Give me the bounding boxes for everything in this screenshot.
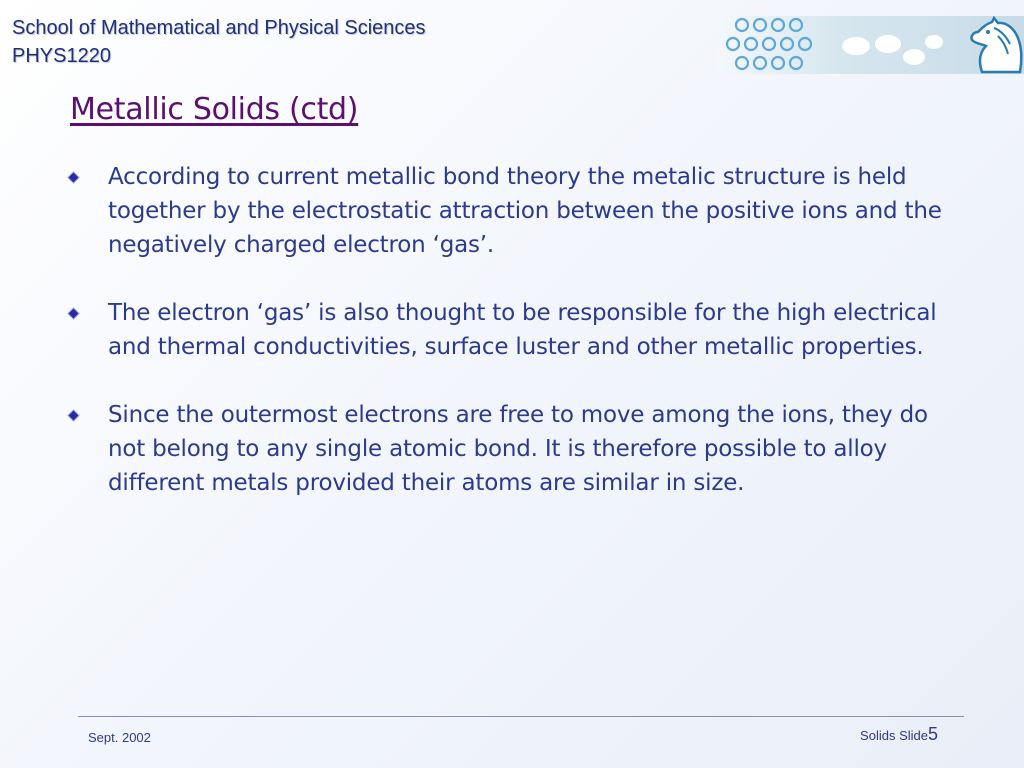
school-name: School of Mathematical and Physical Sciences bbox=[12, 17, 426, 39]
slide-number: 5 bbox=[927, 724, 938, 744]
footer-divider bbox=[78, 716, 964, 717]
diamond-bullet-icon bbox=[69, 411, 79, 421]
slide-number-label bbox=[860, 724, 938, 745]
bullet-text: The electron ‘gas’ is also thought to be responsible for the high electrical and thermal conductivities, surface luster and other metallic properties. bbox=[108, 300, 937, 360]
bullet-list bbox=[68, 160, 948, 534]
list-item bbox=[68, 160, 948, 262]
slide-title: Metallic Solids (ctd) bbox=[70, 92, 359, 127]
horse-head-logo-icon bbox=[964, 16, 1024, 74]
slide-label: Solids Slide bbox=[860, 728, 928, 743]
list-item bbox=[68, 398, 948, 500]
bullet-text: According to current metallic bond theory the metalic structure is held together by the electrostatic attraction between the positive ions and the negatively charged electron ‘gas’. bbox=[108, 164, 942, 258]
footer-date: Sept. 2002 bbox=[88, 730, 151, 745]
diamond-bullet-icon bbox=[69, 309, 79, 319]
course-code: PHYS1220 bbox=[12, 45, 111, 67]
diamond-bullet-icon bbox=[69, 173, 79, 183]
bullet-text: Since the outermost electrons are free to move among the ions, they do not belong to any single atomic bond. It is therefore possible to alloy different metals provided their atoms are similar in size. bbox=[108, 402, 928, 496]
list-item bbox=[68, 296, 948, 364]
header-logo-banner bbox=[718, 16, 1024, 74]
